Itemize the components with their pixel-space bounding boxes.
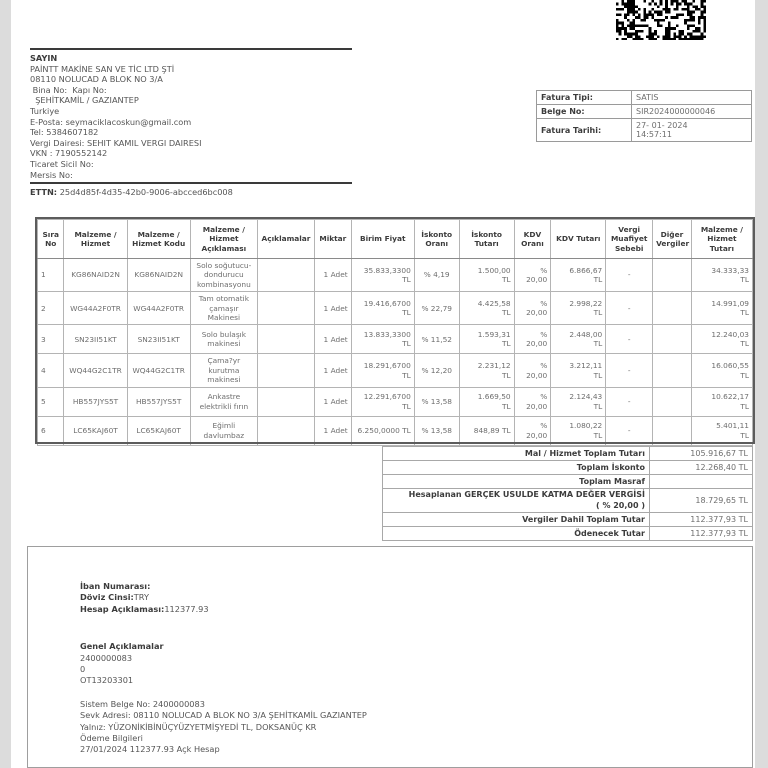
col-header-vergi-muafiyet: Vergi Muafiyet Sebebi xyxy=(606,220,653,259)
currency-row xyxy=(80,592,367,603)
cell-diger-vergiler xyxy=(653,354,692,387)
col-header-hizmet-tutari: Malzeme / Hizmet Tutarı xyxy=(691,220,752,259)
footer-line-1: Sevk Adresi: 08110 NOLUCAD A BLOK NO 3/A ŞEHİTKAMİL GAZIANTEP xyxy=(80,710,367,721)
col-header-aciklamalar: Açıklamalar xyxy=(257,220,314,259)
cell-aciklamalar xyxy=(257,259,314,292)
cell-vergi-muafiyet: - xyxy=(606,387,653,416)
col-header-malzeme-kodu: Malzeme / Hizmet Kodu xyxy=(127,220,190,259)
table-row xyxy=(38,387,753,416)
cell-iskonto-orani: % 4,19 xyxy=(414,259,459,292)
cell-aciklamasi: Çama?yr kurutma makinesi xyxy=(190,354,257,387)
cell-birim-fiyat: 12.291,6700 TL xyxy=(351,387,414,416)
table-row xyxy=(38,354,753,387)
notes-spacer-1 xyxy=(80,615,367,641)
cell-aciklamalar xyxy=(257,325,314,354)
cell-sira-no: 5 xyxy=(38,387,64,416)
cell-miktar: 1 Adet xyxy=(315,416,352,445)
recipient-line-9: Ticaret Sicil No: xyxy=(30,158,94,169)
recipient-line-5: E-Posta: seymaciklacoskun@gmail.com xyxy=(30,116,192,127)
cell-kdv-tutari: 6.866,67 TL xyxy=(551,259,606,292)
cell-kdv-orani: % 20,00 xyxy=(514,354,551,387)
cell-kdv-orani: % 20,00 xyxy=(514,387,551,416)
meta-label-fatura-tarihi: Fatura Tarihi: xyxy=(537,119,632,142)
cell-kdv-orani: % 20,00 xyxy=(514,416,551,445)
table-row xyxy=(537,105,752,119)
notes-box xyxy=(27,546,753,768)
totals-label: Toplam İskonto xyxy=(383,461,650,475)
cell-kod: WG44A2F0TR xyxy=(127,292,190,325)
table-row xyxy=(38,292,753,325)
items-header-row xyxy=(38,220,753,259)
cell-birim-fiyat: 18.291,6700 TL xyxy=(351,354,414,387)
cell-diger-vergiler xyxy=(653,387,692,416)
table-row xyxy=(537,119,752,142)
cell-sira-no: 4 xyxy=(38,354,64,387)
cell-kod: KG86NAID2N xyxy=(127,259,190,292)
footer-line-3: Ödeme Bilgileri xyxy=(80,733,143,744)
cell-sira-no: 2 xyxy=(38,292,64,325)
cell-kod: HB557JYS5T xyxy=(127,387,190,416)
cell-miktar: 1 Adet xyxy=(315,387,352,416)
table-row xyxy=(38,325,753,354)
notes-spacer-2 xyxy=(80,687,367,699)
cell-kod: SN23II51KT xyxy=(127,325,190,354)
recipient-line-3: ŞEHİTKAMİL / GAZIANTEP xyxy=(30,95,139,106)
meta-value-time: 14:57:11 xyxy=(636,130,672,139)
col-header-diger-vergiler: Diğer Vergiler xyxy=(653,220,692,259)
totals-value: 112.377,93 TL xyxy=(650,527,753,541)
cell-aciklamasi: Solo bulaşık makinesi xyxy=(190,325,257,354)
cell-malzeme: SN23II51KT xyxy=(64,325,127,354)
cell-iskonto-tutari: 1.669,50 TL xyxy=(459,387,514,416)
col-header-iskonto-tutari: İskonto Tutarı xyxy=(459,220,514,259)
cell-miktar: 1 Adet xyxy=(315,325,352,354)
cell-aciklamalar xyxy=(257,416,314,445)
table-row xyxy=(38,416,753,445)
table-row xyxy=(383,489,753,513)
cell-hizmet-tutari: 34.333,33 TL xyxy=(691,259,752,292)
cell-aciklamalar xyxy=(257,387,314,416)
meta-label-fatura-tipi: Fatura Tipi: xyxy=(537,91,632,105)
cell-kdv-tutari: 1.080,22 TL xyxy=(551,416,606,445)
col-header-aciklamasi: Malzeme / Hizmet Açıklaması xyxy=(190,220,257,259)
cell-birim-fiyat: 35.833,3300 TL xyxy=(351,259,414,292)
cell-kdv-tutari: 3.212,11 TL xyxy=(551,354,606,387)
cell-iskonto-orani: % 12,20 xyxy=(414,354,459,387)
recipient-block xyxy=(30,48,352,198)
cell-iskonto-orani: % 22,79 xyxy=(414,292,459,325)
col-header-kdv-tutari: KDV Tutarı xyxy=(551,220,606,259)
cell-miktar: 1 Adet xyxy=(315,354,352,387)
totals-value xyxy=(650,475,753,489)
cell-hizmet-tutari: 5.401,11 TL xyxy=(691,416,752,445)
cell-aciklamasi: Tam otomatik çamaşır Makinesi xyxy=(190,292,257,325)
cell-kod: LC65KAJ60T xyxy=(127,416,190,445)
cell-malzeme: WG44A2F0TR xyxy=(64,292,127,325)
cell-sira-no: 3 xyxy=(38,325,64,354)
cell-aciklamalar xyxy=(257,354,314,387)
currency-value: TRY xyxy=(133,592,149,603)
cell-vergi-muafiyet: - xyxy=(606,354,653,387)
iban-row xyxy=(80,581,367,592)
table-row xyxy=(38,259,753,292)
cell-hizmet-tutari: 10.622,17 TL xyxy=(691,387,752,416)
col-header-iskonto-orani: İskonto Oranı xyxy=(414,220,459,259)
general-note-line-0: 2400000083 xyxy=(80,652,133,663)
account-label: Hesap Açıklaması: xyxy=(80,603,165,614)
cell-iskonto-orani: % 13,58 xyxy=(414,416,459,445)
cell-vergi-muafiyet: - xyxy=(606,325,653,354)
cell-vergi-muafiyet: - xyxy=(606,416,653,445)
col-header-miktar: Miktar xyxy=(315,220,352,259)
account-value: 112377.93 xyxy=(164,603,209,614)
totals-table xyxy=(382,446,753,541)
cell-diger-vergiler xyxy=(653,416,692,445)
col-header-kdv-orani: KDV Oranı xyxy=(514,220,551,259)
cell-iskonto-tutari: 4.425,58 TL xyxy=(459,292,514,325)
totals-label: Vergiler Dahil Toplam Tutar xyxy=(383,513,650,527)
cell-birim-fiyat: 6.250,0000 TL xyxy=(351,416,414,445)
totals-label: Toplam Masraf xyxy=(383,475,650,489)
ettn-row xyxy=(30,187,352,198)
items-table xyxy=(37,219,753,446)
cell-kdv-orani: % 20,00 xyxy=(514,259,551,292)
recipient-line-1: 08110 NOLUCAD A BLOK NO 3/A xyxy=(30,74,163,85)
cell-diger-vergiler xyxy=(653,325,692,354)
cell-iskonto-orani: % 13,58 xyxy=(414,387,459,416)
cell-aciklamalar xyxy=(257,292,314,325)
footer-line-2: Yalnız: YÜZONİKİBİNÜÇYÜZYETMİŞYEDİ TL, DOKSANÜÇ KR xyxy=(80,721,317,732)
recipient-top-rule xyxy=(30,48,352,50)
footer-line-0: Sistem Belge No: 2400000083 xyxy=(80,698,205,709)
table-row xyxy=(537,91,752,105)
footer-line-4: 27/01/2024 112377.93 Açk Hesap xyxy=(80,744,220,755)
cell-malzeme: HB557JYS5T xyxy=(64,387,127,416)
cell-miktar: 1 Adet xyxy=(315,292,352,325)
right-page-gutter xyxy=(755,0,768,768)
general-notes-heading-text: Genel Açıklamalar xyxy=(80,641,164,652)
general-note-line-2: OT13203301 xyxy=(80,675,134,686)
table-row xyxy=(383,461,753,475)
totals-value: 105.916,67 TL xyxy=(650,447,753,461)
totals-value: 18.729,65 TL xyxy=(650,489,753,513)
left-page-gutter xyxy=(0,0,11,768)
invoice-meta-table xyxy=(536,90,752,142)
cell-malzeme: KG86NAID2N xyxy=(64,259,127,292)
recipient-line-10: Mersis No: xyxy=(30,169,73,180)
col-header-malzeme-hizmet: Malzeme / Hizmet xyxy=(64,220,127,259)
recipient-line-8: VKN : 7190552142 xyxy=(30,148,108,159)
recipient-line-7: Vergi Dairesi: SEHIT KAMIL VERGI DAIRESI xyxy=(30,137,202,148)
cell-aciklamasi: Eğimli davlumbaz xyxy=(190,416,257,445)
cell-kdv-tutari: 2.124,43 TL xyxy=(551,387,606,416)
currency-label: Döviz Cinsi: xyxy=(80,592,134,603)
cell-iskonto-tutari: 1.593,31 TL xyxy=(459,325,514,354)
cell-kod: WQ44G2C1TR xyxy=(127,354,190,387)
table-row xyxy=(383,475,753,489)
recipient-line-2: Bina No: Kapı No: xyxy=(30,84,107,95)
cell-aciklamasi: Ankastre elektrikli fırın xyxy=(190,387,257,416)
qr-code-icon xyxy=(616,0,706,40)
cell-vergi-muafiyet: - xyxy=(606,259,653,292)
recipient-line-4: Turkiye xyxy=(30,105,60,116)
cell-sira-no: 1 xyxy=(38,259,64,292)
general-notes-heading xyxy=(80,641,367,652)
cell-iskonto-tutari: 2.231,12 TL xyxy=(459,354,514,387)
cell-malzeme: LC65KAJ60T xyxy=(64,416,127,445)
totals-value: 12.268,40 TL xyxy=(650,461,753,475)
cell-hizmet-tutari: 16.060,55 TL xyxy=(691,354,752,387)
cell-kdv-tutari: 2.448,00 TL xyxy=(551,325,606,354)
totals-label: Hesaplanan GERÇEK USULDE KATMA DEĞER VERGİSİ ( % 20,00 ) xyxy=(383,489,650,513)
meta-value-belge-no: SIR2024000000046 xyxy=(632,105,752,119)
ettn-label: ETTN: xyxy=(30,187,58,198)
general-note-line-1: 0 xyxy=(80,664,86,675)
cell-iskonto-orani: % 11,52 xyxy=(414,325,459,354)
cell-miktar: 1 Adet xyxy=(315,259,352,292)
invoice-page xyxy=(11,0,755,768)
meta-value-fatura-tarihi xyxy=(632,119,752,142)
cell-aciklamasi: Solo soğutucu-dondurucu kombinasyonu xyxy=(190,259,257,292)
totals-label-secondary: ( % 20,00 ) xyxy=(596,500,645,510)
cell-sira-no: 6 xyxy=(38,416,64,445)
table-row xyxy=(383,447,753,461)
iban-label: İban Numarası: xyxy=(80,581,151,591)
recipient-line-6: Tel: 5384607182 xyxy=(30,127,99,138)
recipient-line-0: PAİNTT MAKİNE SAN VE TİC LTD ŞTİ xyxy=(30,63,175,74)
meta-value-date: 27- 01- 2024 xyxy=(636,121,688,130)
cell-kdv-tutari: 2.998,22 TL xyxy=(551,292,606,325)
meta-value-fatura-tipi: SATIS xyxy=(632,91,752,105)
totals-label: Ödenecek Tutar xyxy=(383,527,650,541)
col-header-sira-no: Sıra No xyxy=(38,220,64,259)
account-row xyxy=(80,604,367,615)
meta-label-belge-no: Belge No: xyxy=(537,105,632,119)
cell-hizmet-tutari: 12.240,03 TL xyxy=(691,325,752,354)
cell-diger-vergiler xyxy=(653,259,692,292)
cell-birim-fiyat: 19.416,6700 TL xyxy=(351,292,414,325)
cell-malzeme: WQ44G2C1TR xyxy=(64,354,127,387)
recipient-bottom-rule xyxy=(30,182,352,184)
totals-label: Mal / Hizmet Toplam Tutarı xyxy=(383,447,650,461)
table-row xyxy=(383,513,753,527)
cell-kdv-orani: % 20,00 xyxy=(514,325,551,354)
cell-vergi-muafiyet: - xyxy=(606,292,653,325)
cell-birim-fiyat: 13.833,3300 TL xyxy=(351,325,414,354)
cell-iskonto-tutari: 848,89 TL xyxy=(459,416,514,445)
cell-diger-vergiler xyxy=(653,292,692,325)
col-header-birim-fiyat: Birim Fiyat xyxy=(351,220,414,259)
totals-value: 112.377,93 TL xyxy=(650,513,753,527)
notes-content xyxy=(80,581,367,756)
cell-hizmet-tutari: 14.991,09 TL xyxy=(691,292,752,325)
recipient-heading: SAYIN xyxy=(30,53,58,63)
cell-kdv-orani: % 20,00 xyxy=(514,292,551,325)
ettn-value: 25d4d85f-4d35-42b0-9006-abcced6bc008 xyxy=(59,187,233,198)
cell-iskonto-tutari: 1.500,00 TL xyxy=(459,259,514,292)
table-row xyxy=(383,527,753,541)
